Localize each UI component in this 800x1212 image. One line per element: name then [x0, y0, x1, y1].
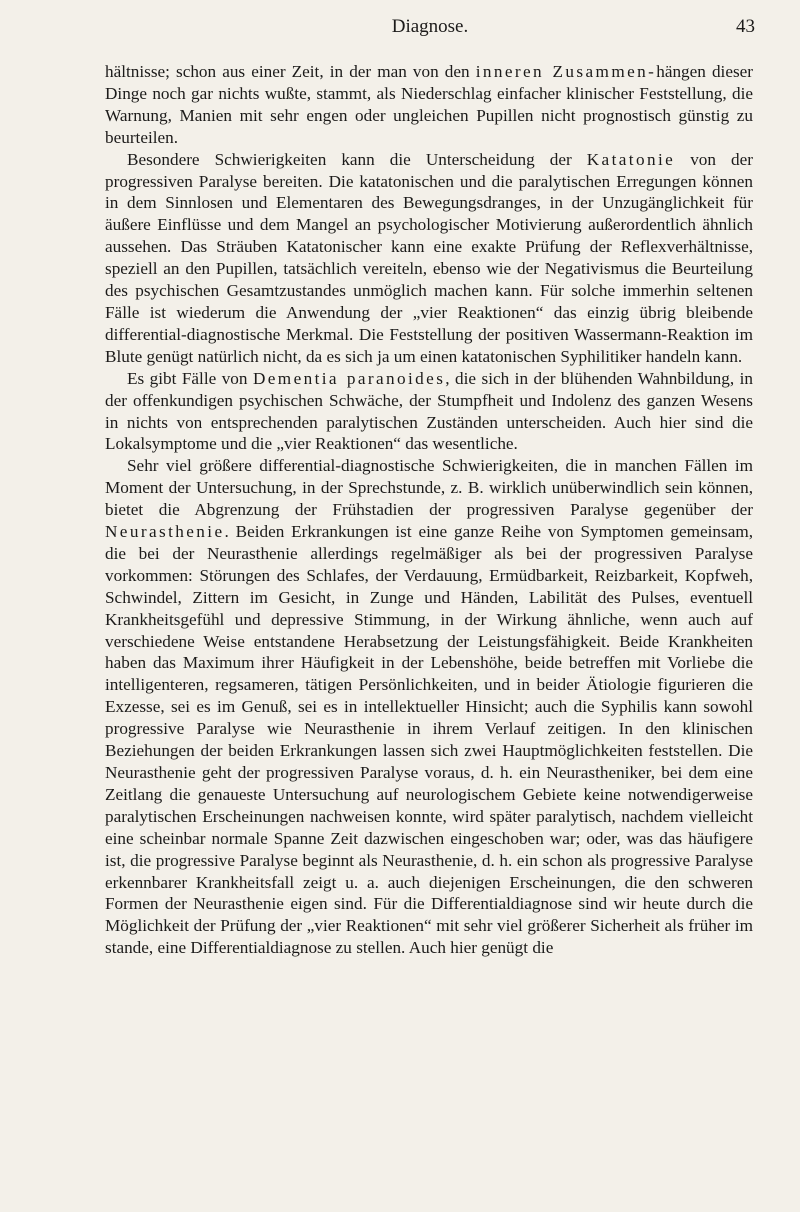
- body-text: [105, 61, 753, 959]
- paragraph: [105, 368, 753, 456]
- text-run: Sehr viel größere differential-diagnostische Schwierigkeiten, die in manchen Fällen im Moment der Untersuchung, in der Sprechstunde, z. B. wirklich unüberwindlich sein können, bietet die Abgrenzung der Frühstadien der progressiven Paralyse gegenüber der: [105, 456, 753, 520]
- text-run: hängen dieser Dinge noch gar nichts wußte, stammt, als Niederschlag einfacher klinischer Feststellung, die Warnung, Manien mit sehr engen oder ungleichen Pupillen nicht prognostisch günstig zu beurteilen.: [105, 62, 753, 147]
- paragraph: [105, 455, 753, 959]
- text-run: hältnisse; schon aus einer Zeit, in der man von den: [105, 62, 476, 81]
- emphasized-term: Dementia paranoides: [252, 368, 446, 388]
- page-number: 43: [736, 16, 755, 37]
- running-head-title: Diagnose.: [391, 16, 469, 37]
- emphasized-term: Neurasthenie: [105, 522, 225, 542]
- running-head: [105, 14, 755, 44]
- paragraph: [105, 149, 753, 368]
- text-run: von der progressiven Paralyse bereiten. Die katatonischen und die paralytischen Erregungen können in dem Sinnlosen und Elementaren des Bewegungsdranges, in der Unzugänglichkeit für äußere Einflüsse und dem Mangel an psychologischer Motivierung außerordentlich ähnlich aussehen. Das Sträuben Katatonischer kann eine exakte Prüfung der Reflexverhältnisse, speziell an den Pupillen, tatsächlich vereiteln, ebenso wie der Negativismus die Beurteilung des psychischen Gesamtzustandes unmöglich machen kann. Für solche immerhin seltenen Fälle ist wiederum die Anwendung der „vier Reaktionen“ das einzig übrig bleibende differential-diagnostische Merkmal. Die Feststellung der positiven Wassermann-Reaktion im Blute genügt natürlich nicht, da es sich ja um einen katatonischen Syphilitiker handeln kann.: [105, 149, 753, 366]
- text-run: Besondere Schwierigkeiten kann die Unterscheidung der: [127, 149, 587, 169]
- emphasized-term: inneren Zusammen-: [475, 62, 657, 81]
- text-run: . Beiden Erkrankungen ist eine ganze Reihe von Symptomen gemeinsam, die bei der Neurasthenie allerdings regelmäßiger als bei der progressiven Paralyse vorkommen: Störungen des Schlafes, der Verdauung, Ermüdbarkeit, Reizbarkeit, Kopfweh, Schwindel, Zittern im Gesicht, in Zunge und Händen, Labilität des Pulses, eventuell Krankheitsgefühl und depressive Stimmung, in der Wirkung ähnliche, wenn auch auf verschiedene Weise entstandene Herabsetzung der Leistungsfähigkeit. Beide Krankheiten haben das Maximum ihrer Häufigkeit in der Lebenshöhe, beide betreffen mit Vorliebe die intelligenteren, regsameren, tätigen Persönlichkeiten, und in beider Ätiologie figurieren die Exzesse, sei es im Genuß, sei es in intellektueller Hinsicht; auch die Syphilis kann sowohl progressive Paralyse wie Neurasthenie in ihrem Verlauf zeitigen. In den klinischen Beziehungen der beiden Erkrankungen lassen sich zwei Hauptmöglichkeiten feststellen. Die Neurasthenie geht der progressiven Paralyse voraus, d. h. ein Neurastheniker, bei dem eine Zeitlang die genaueste Untersuchung auf neurologischem Gebiete keine notwendigerweise paralytischen Erscheinungen nachweisen konnte, wird später paralytisch, nachdem vielleicht eine scheinbar normale Spanne Zeit dazwischen eingeschoben war; oder, was das häufigere ist, die progressive Paralyse beginnt als Neurasthenie, d. h. ein schon als progressive Paralyse erkennbarer Krankheitsfall zeigt u. a. auch diejenigen Erscheinungen, die den schweren Formen der Neurasthenie eigen sind. Für die Differentialdiagnose sind wir heute durch die Möglichkeit der Prüfung der „vier Reaktionen“ mit sehr viel größerer Sicherheit als früher im stande, eine Differentialdiagnose zu stellen. Auch hier genügt die: [105, 522, 753, 958]
- emphasized-term: Katatonie: [586, 149, 676, 169]
- paragraph: [105, 61, 753, 149]
- text-run: Es gibt Fälle von: [127, 368, 253, 388]
- text-run: , die sich in der blühenden Wahnbildung, in der offenkundigen psychischen Schwäche, der Stumpfheit und Indolenz des ganzen Wesens in nichts von entsprechenden paralytischen Zuständen unterscheiden. Auch hier sind die Lokalsymptome und die „vier Reaktionen“ das wesentliche.: [105, 368, 753, 454]
